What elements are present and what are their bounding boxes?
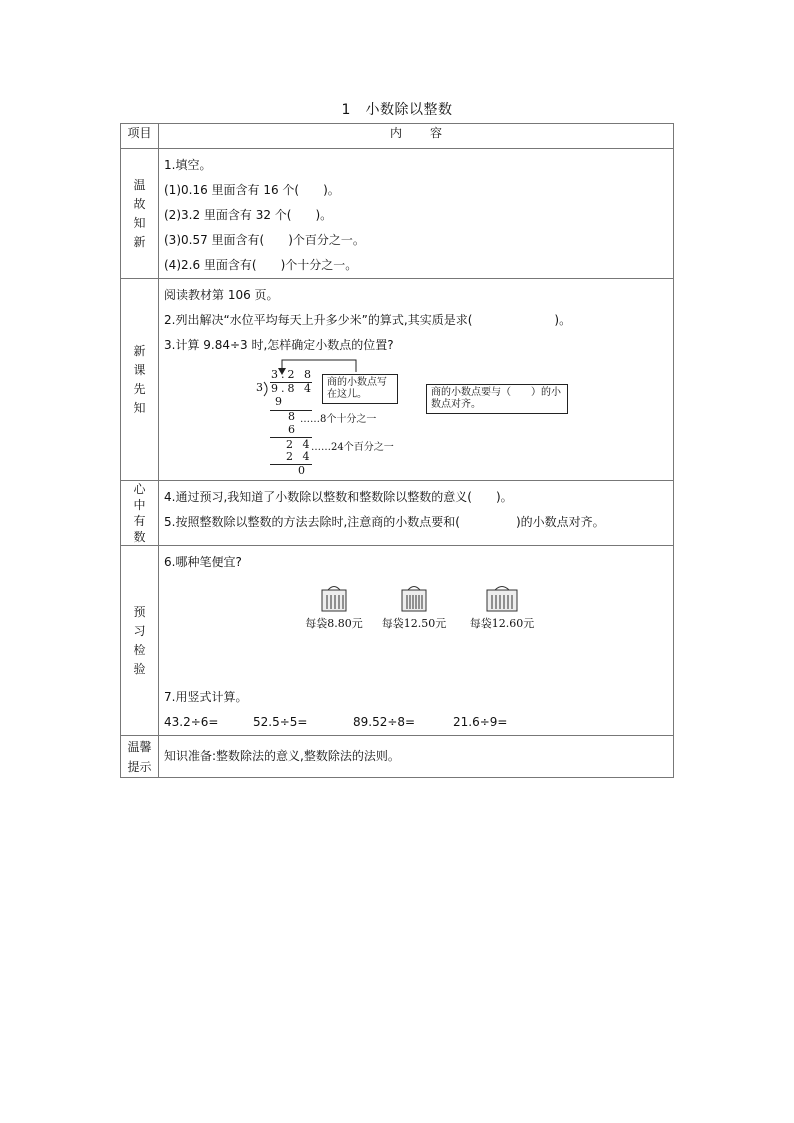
q4: 4.通过预习,我知道了小数除以整数和整数除以整数的意义( )。 [164, 490, 513, 504]
review-q1-2: (2)3.2 里面含有 32 个( )。 [164, 208, 333, 222]
new-lesson-row [121, 279, 674, 481]
step-24b: 2 4 [286, 450, 313, 463]
note-tenths: ……8个十分之一 [300, 414, 377, 425]
review-label: 温 故 知 新 [121, 149, 159, 279]
new-lesson-label: 新 课 先 知 [121, 279, 159, 481]
remainder: 0 [298, 464, 308, 477]
calc-4: 21.6÷9= [453, 715, 508, 729]
step-9: 9 [275, 395, 285, 408]
review-q1-4: (4)2.6 里面含有( )个十分之一。 [164, 258, 358, 272]
price-3: 每袋12.60元 [469, 617, 535, 630]
pen-bags [164, 575, 673, 685]
header-row [121, 124, 674, 149]
tips-content [159, 736, 674, 778]
check-label: 预 习 检 验 [121, 546, 159, 736]
pen-bag-1 [299, 585, 369, 631]
header-content: 内容 [159, 124, 674, 149]
check-row [121, 546, 674, 736]
calc-2: 52.5÷5= [253, 715, 308, 729]
tips-row [121, 736, 674, 778]
quotient: 3.2 8 [271, 368, 314, 381]
review-q1-1: (1)0.16 里面含有 16 个( )。 [164, 183, 340, 197]
callout-box-1: 商的小数点写在这儿。 [322, 374, 398, 404]
calc-1: 43.2÷6= [164, 715, 219, 729]
review-q1: 1.填空。 [164, 158, 212, 172]
new-lesson-content [159, 279, 674, 481]
step-24a: 2 4 [286, 438, 313, 451]
understanding-row [121, 481, 674, 546]
dividend: 9.8 4 [271, 382, 314, 395]
understanding-content [159, 481, 674, 546]
pen-bag-3 [467, 585, 537, 631]
header-item: 项目 [121, 124, 159, 149]
pen-bag-icon [319, 585, 349, 613]
calc-3: 89.52÷8= [353, 715, 416, 729]
divisor: 3 [256, 381, 266, 394]
read-textbook: 阅读教材第 106 页。 [164, 288, 279, 302]
understanding-label: 心 中 有 数 [121, 481, 159, 546]
step-8: 8 [288, 410, 298, 423]
page-title: 1 小数除以整数 [341, 102, 453, 118]
tips-label: 温馨 提示 [121, 736, 159, 778]
callout-box-2: 商的小数点要与（ ）的小数点对齐。 [426, 384, 568, 414]
calc-row [164, 710, 673, 735]
q2: 2.列出解决“水位平均每天上升多少米”的算式,其实质是求( )。 [164, 313, 572, 327]
review-row [121, 149, 674, 279]
pen-bag-2 [379, 585, 449, 631]
long-division-diagram [164, 358, 673, 478]
tips-text: 知识准备:整数除法的意义,整数除法的法则。 [164, 749, 400, 763]
note-hundredths: ……24个百分之一 [311, 442, 394, 453]
price-1: 每袋8.80元 [305, 617, 363, 630]
q6: 6.哪种笔便宜? [164, 555, 242, 569]
step-6: 6 [288, 423, 298, 436]
q7: 7.用竖式计算。 [164, 690, 248, 704]
check-content [159, 546, 674, 736]
division-bracket-icon [263, 381, 271, 397]
pen-bag-icon [485, 585, 519, 613]
pen-bag-icon [399, 585, 429, 613]
q3: 3.计算 9.84÷3 时,怎样确定小数点的位置? [164, 338, 394, 352]
worksheet-table [120, 123, 674, 778]
q5: 5.按照整数除以整数的方法去除时,注意商的小数点要和( )的小数点对齐。 [164, 515, 605, 529]
review-q1-3: (3)0.57 里面含有( )个百分之一。 [164, 233, 365, 247]
price-2: 每袋12.50元 [381, 617, 447, 630]
review-content [159, 149, 674, 279]
